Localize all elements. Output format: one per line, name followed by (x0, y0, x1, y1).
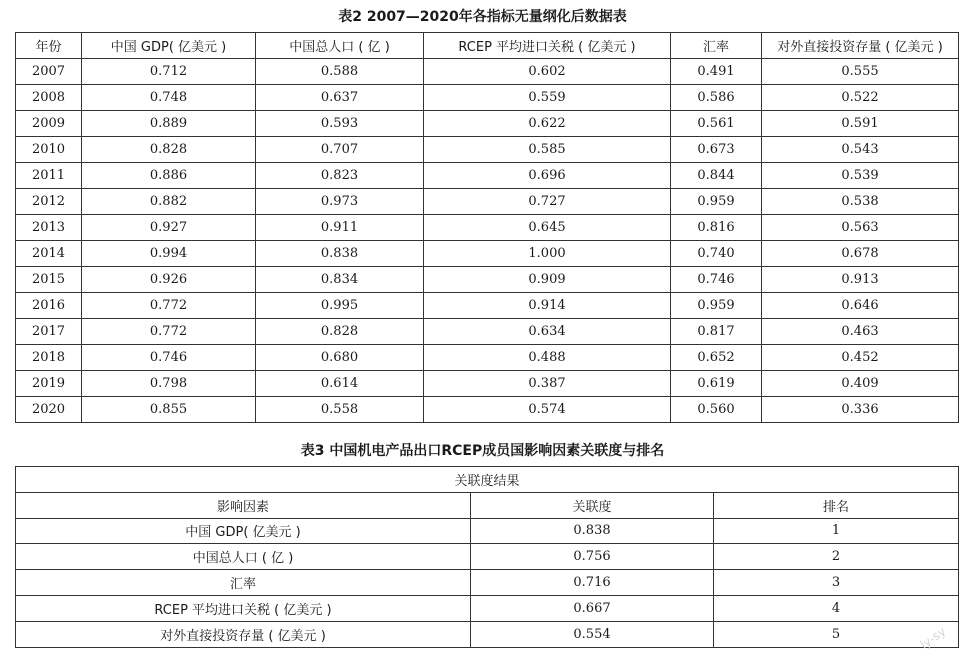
table-row (16, 397, 959, 423)
value-cell: 0.973 (256, 189, 424, 215)
rank-cell: 2 (714, 544, 959, 570)
value-cell: 0.855 (82, 397, 256, 423)
rank-cell: 1 (714, 518, 959, 544)
rank-cell: 5 (714, 621, 959, 647)
year-cell: 2013 (16, 215, 82, 241)
value-cell: 0.561 (671, 111, 762, 137)
value-cell: 0.838 (256, 241, 424, 267)
factor-cell: RCEP 平均进口关税 ( 亿美元 ) (16, 595, 471, 621)
value-cell: 0.645 (424, 215, 671, 241)
value-cell: 0.463 (762, 319, 959, 345)
column-header: 年份 (16, 33, 82, 59)
year-cell: 2016 (16, 293, 82, 319)
table2-caption: 表2 2007—2020年各指标无量纲化后数据表 (338, 9, 627, 25)
table-row (16, 59, 959, 85)
table-row (16, 189, 959, 215)
section-title-row (16, 467, 959, 493)
value-cell: 0.585 (424, 137, 671, 163)
value-cell: 0.522 (762, 85, 959, 111)
value-cell: 0.727 (424, 189, 671, 215)
table-row (16, 85, 959, 111)
correlation-cell: 0.756 (471, 544, 714, 570)
value-cell: 0.680 (256, 345, 424, 371)
value-cell: 0.909 (424, 267, 671, 293)
value-cell: 0.538 (762, 189, 959, 215)
year-cell: 2009 (16, 111, 82, 137)
table-row (16, 293, 959, 319)
table-row (16, 241, 959, 267)
value-cell: 0.563 (762, 215, 959, 241)
table-row (16, 621, 959, 647)
value-cell: 0.539 (762, 163, 959, 189)
value-cell: 0.926 (82, 267, 256, 293)
value-cell: 0.602 (424, 59, 671, 85)
value-cell: 0.746 (671, 267, 762, 293)
value-cell: 0.673 (671, 137, 762, 163)
rank-cell: 4 (714, 595, 959, 621)
value-cell: 0.816 (671, 215, 762, 241)
column-header: 关联度 (471, 492, 714, 518)
value-cell: 0.911 (256, 215, 424, 241)
value-cell: 0.619 (671, 371, 762, 397)
value-cell: 0.740 (671, 241, 762, 267)
column-header: 排名 (714, 492, 959, 518)
value-cell: 0.707 (256, 137, 424, 163)
column-header: 中国总人口 ( 亿 ) (256, 33, 424, 59)
value-cell: 0.913 (762, 267, 959, 293)
value-cell: 0.798 (82, 371, 256, 397)
watermark: ly-sy (917, 624, 949, 652)
value-cell: 0.488 (424, 345, 671, 371)
value-cell: 0.558 (256, 397, 424, 423)
table-row (16, 111, 959, 137)
value-cell: 0.927 (82, 215, 256, 241)
value-cell: 0.593 (256, 111, 424, 137)
table-row (16, 215, 959, 241)
value-cell: 0.646 (762, 293, 959, 319)
table-row (16, 595, 959, 621)
value-cell: 0.336 (762, 397, 959, 423)
section-title: 关联度结果 (16, 467, 959, 493)
table-row (16, 163, 959, 189)
correlation-cell: 0.554 (471, 621, 714, 647)
value-cell: 0.748 (82, 85, 256, 111)
value-cell: 0.588 (256, 59, 424, 85)
value-cell: 0.828 (256, 319, 424, 345)
value-cell: 0.828 (82, 137, 256, 163)
value-cell: 0.652 (671, 345, 762, 371)
table-row (16, 544, 959, 570)
factor-cell: 中国 GDP( 亿美元 ) (16, 518, 471, 544)
table-row (16, 137, 959, 163)
factor-cell: 汇率 (16, 570, 471, 596)
indicator-data-table (15, 32, 959, 423)
column-header: 影响因素 (16, 492, 471, 518)
value-cell: 0.560 (671, 397, 762, 423)
value-cell: 0.452 (762, 345, 959, 371)
value-cell: 0.823 (256, 163, 424, 189)
value-cell: 0.772 (82, 293, 256, 319)
value-cell: 0.543 (762, 137, 959, 163)
value-cell: 0.994 (82, 241, 256, 267)
year-cell: 2020 (16, 397, 82, 423)
factor-cell: 中国总人口 ( 亿 ) (16, 544, 471, 570)
year-cell: 2010 (16, 137, 82, 163)
column-header: RCEP 平均进口关税 ( 亿美元 ) (424, 33, 671, 59)
value-cell: 0.678 (762, 241, 959, 267)
year-cell: 2014 (16, 241, 82, 267)
value-cell: 0.555 (762, 59, 959, 85)
value-cell: 0.995 (256, 293, 424, 319)
table-row (16, 345, 959, 371)
value-cell: 0.637 (256, 85, 424, 111)
correlation-ranking-table (15, 466, 959, 648)
column-header: 中国 GDP( 亿美元 ) (82, 33, 256, 59)
value-cell: 0.387 (424, 371, 671, 397)
value-cell: 0.586 (671, 85, 762, 111)
table-header-row (16, 492, 959, 518)
value-cell: 0.886 (82, 163, 256, 189)
value-cell: 1.000 (424, 241, 671, 267)
value-cell: 0.959 (671, 293, 762, 319)
value-cell: 0.772 (82, 319, 256, 345)
value-cell: 0.834 (256, 267, 424, 293)
value-cell: 0.746 (82, 345, 256, 371)
value-cell: 0.622 (424, 111, 671, 137)
year-cell: 2008 (16, 85, 82, 111)
value-cell: 0.844 (671, 163, 762, 189)
value-cell: 0.614 (256, 371, 424, 397)
year-cell: 2012 (16, 189, 82, 215)
rank-cell: 3 (714, 570, 959, 596)
table-row (16, 518, 959, 544)
year-cell: 2015 (16, 267, 82, 293)
table-row (16, 267, 959, 293)
value-cell: 0.591 (762, 111, 959, 137)
year-cell: 2007 (16, 59, 82, 85)
value-cell: 0.574 (424, 397, 671, 423)
year-cell: 2019 (16, 371, 82, 397)
table3-caption: 表3 中国机电产品出口RCEP成员国影响因素关联度与排名 (300, 443, 665, 459)
value-cell: 0.959 (671, 189, 762, 215)
year-cell: 2018 (16, 345, 82, 371)
value-cell: 0.491 (671, 59, 762, 85)
table-header-row (16, 33, 959, 59)
correlation-cell: 0.667 (471, 595, 714, 621)
value-cell: 0.712 (82, 59, 256, 85)
value-cell: 0.914 (424, 293, 671, 319)
value-cell: 0.817 (671, 319, 762, 345)
factor-cell: 对外直接投资存量 ( 亿美元 ) (16, 621, 471, 647)
year-cell: 2017 (16, 319, 82, 345)
correlation-cell: 0.838 (471, 518, 714, 544)
value-cell: 0.409 (762, 371, 959, 397)
table-row (16, 570, 959, 596)
column-header: 对外直接投资存量 ( 亿美元 ) (762, 33, 959, 59)
value-cell: 0.559 (424, 85, 671, 111)
table-row (16, 371, 959, 397)
year-cell: 2011 (16, 163, 82, 189)
correlation-cell: 0.716 (471, 570, 714, 596)
value-cell: 0.634 (424, 319, 671, 345)
column-header: 汇率 (671, 33, 762, 59)
value-cell: 0.696 (424, 163, 671, 189)
value-cell: 0.882 (82, 189, 256, 215)
table-row (16, 319, 959, 345)
value-cell: 0.889 (82, 111, 256, 137)
